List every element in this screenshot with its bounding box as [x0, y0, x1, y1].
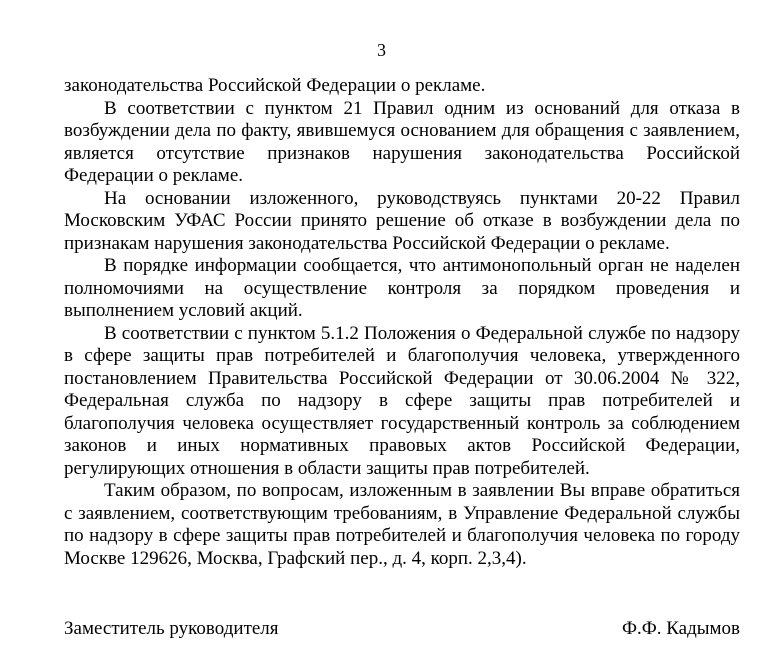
signature-block: [64, 618, 740, 641]
paragraph: Таким образом, по вопросам, изложенным в заявлении Вы вправе обратиться с заявлением, соответствующим требованиям, в Управление Федеральной службы по надзору в сфере защиты прав потребителей и благополучия человека по городу Москве 129626, Москва, Графский пер., д. 4, корп. 2,3,4).: [64, 480, 740, 569]
page-number: 3: [377, 40, 386, 60]
paragraph: В соответствии с пунктом 5.1.2 Положения о Федеральной службе по надзору в сфере защиты прав потребителей и благополучия человека, утвержденного постановлением Правительства Российской Федерации от 30.06.2004 № 322, Федеральная служба по надзору в сфере защиты прав потребителей и благополучия человека осуществляет государственный контроль за соблюдением законов и иных нормативных правовых актов Российской Федерации, регулирующих отношения в области защиты прав потребителей.: [64, 322, 740, 479]
paragraph: В соответствии с пунктом 21 Правил одним из оснований для отказа в возбуждении дела по факту, явившемуся основанием для обращения с заявлением, является отсутствие признаков нарушения законодательства Российской Федерации о рекламе.: [64, 97, 740, 186]
paragraph-continuation: законодательства Российской Федерации о рекламе.: [64, 75, 486, 96]
document-body: [64, 75, 740, 570]
signature-title: Заместитель руководителя: [64, 618, 279, 639]
paragraph: На основании изложенного, руководствуясь пунктами 20-22 Правил Московским УФАС России принято решение об отказе в возбуждении дела по признакам нарушения законодательства Российской Федерации о рекламе.: [64, 187, 740, 254]
paragraph: В порядке информации сообщается, что антимонопольный орган не наделен полномочиями на осуществление контроля за порядком проведения и выполнением условий акций.: [64, 255, 740, 321]
signature-name: Ф.Ф. Кадымов: [621, 618, 740, 639]
